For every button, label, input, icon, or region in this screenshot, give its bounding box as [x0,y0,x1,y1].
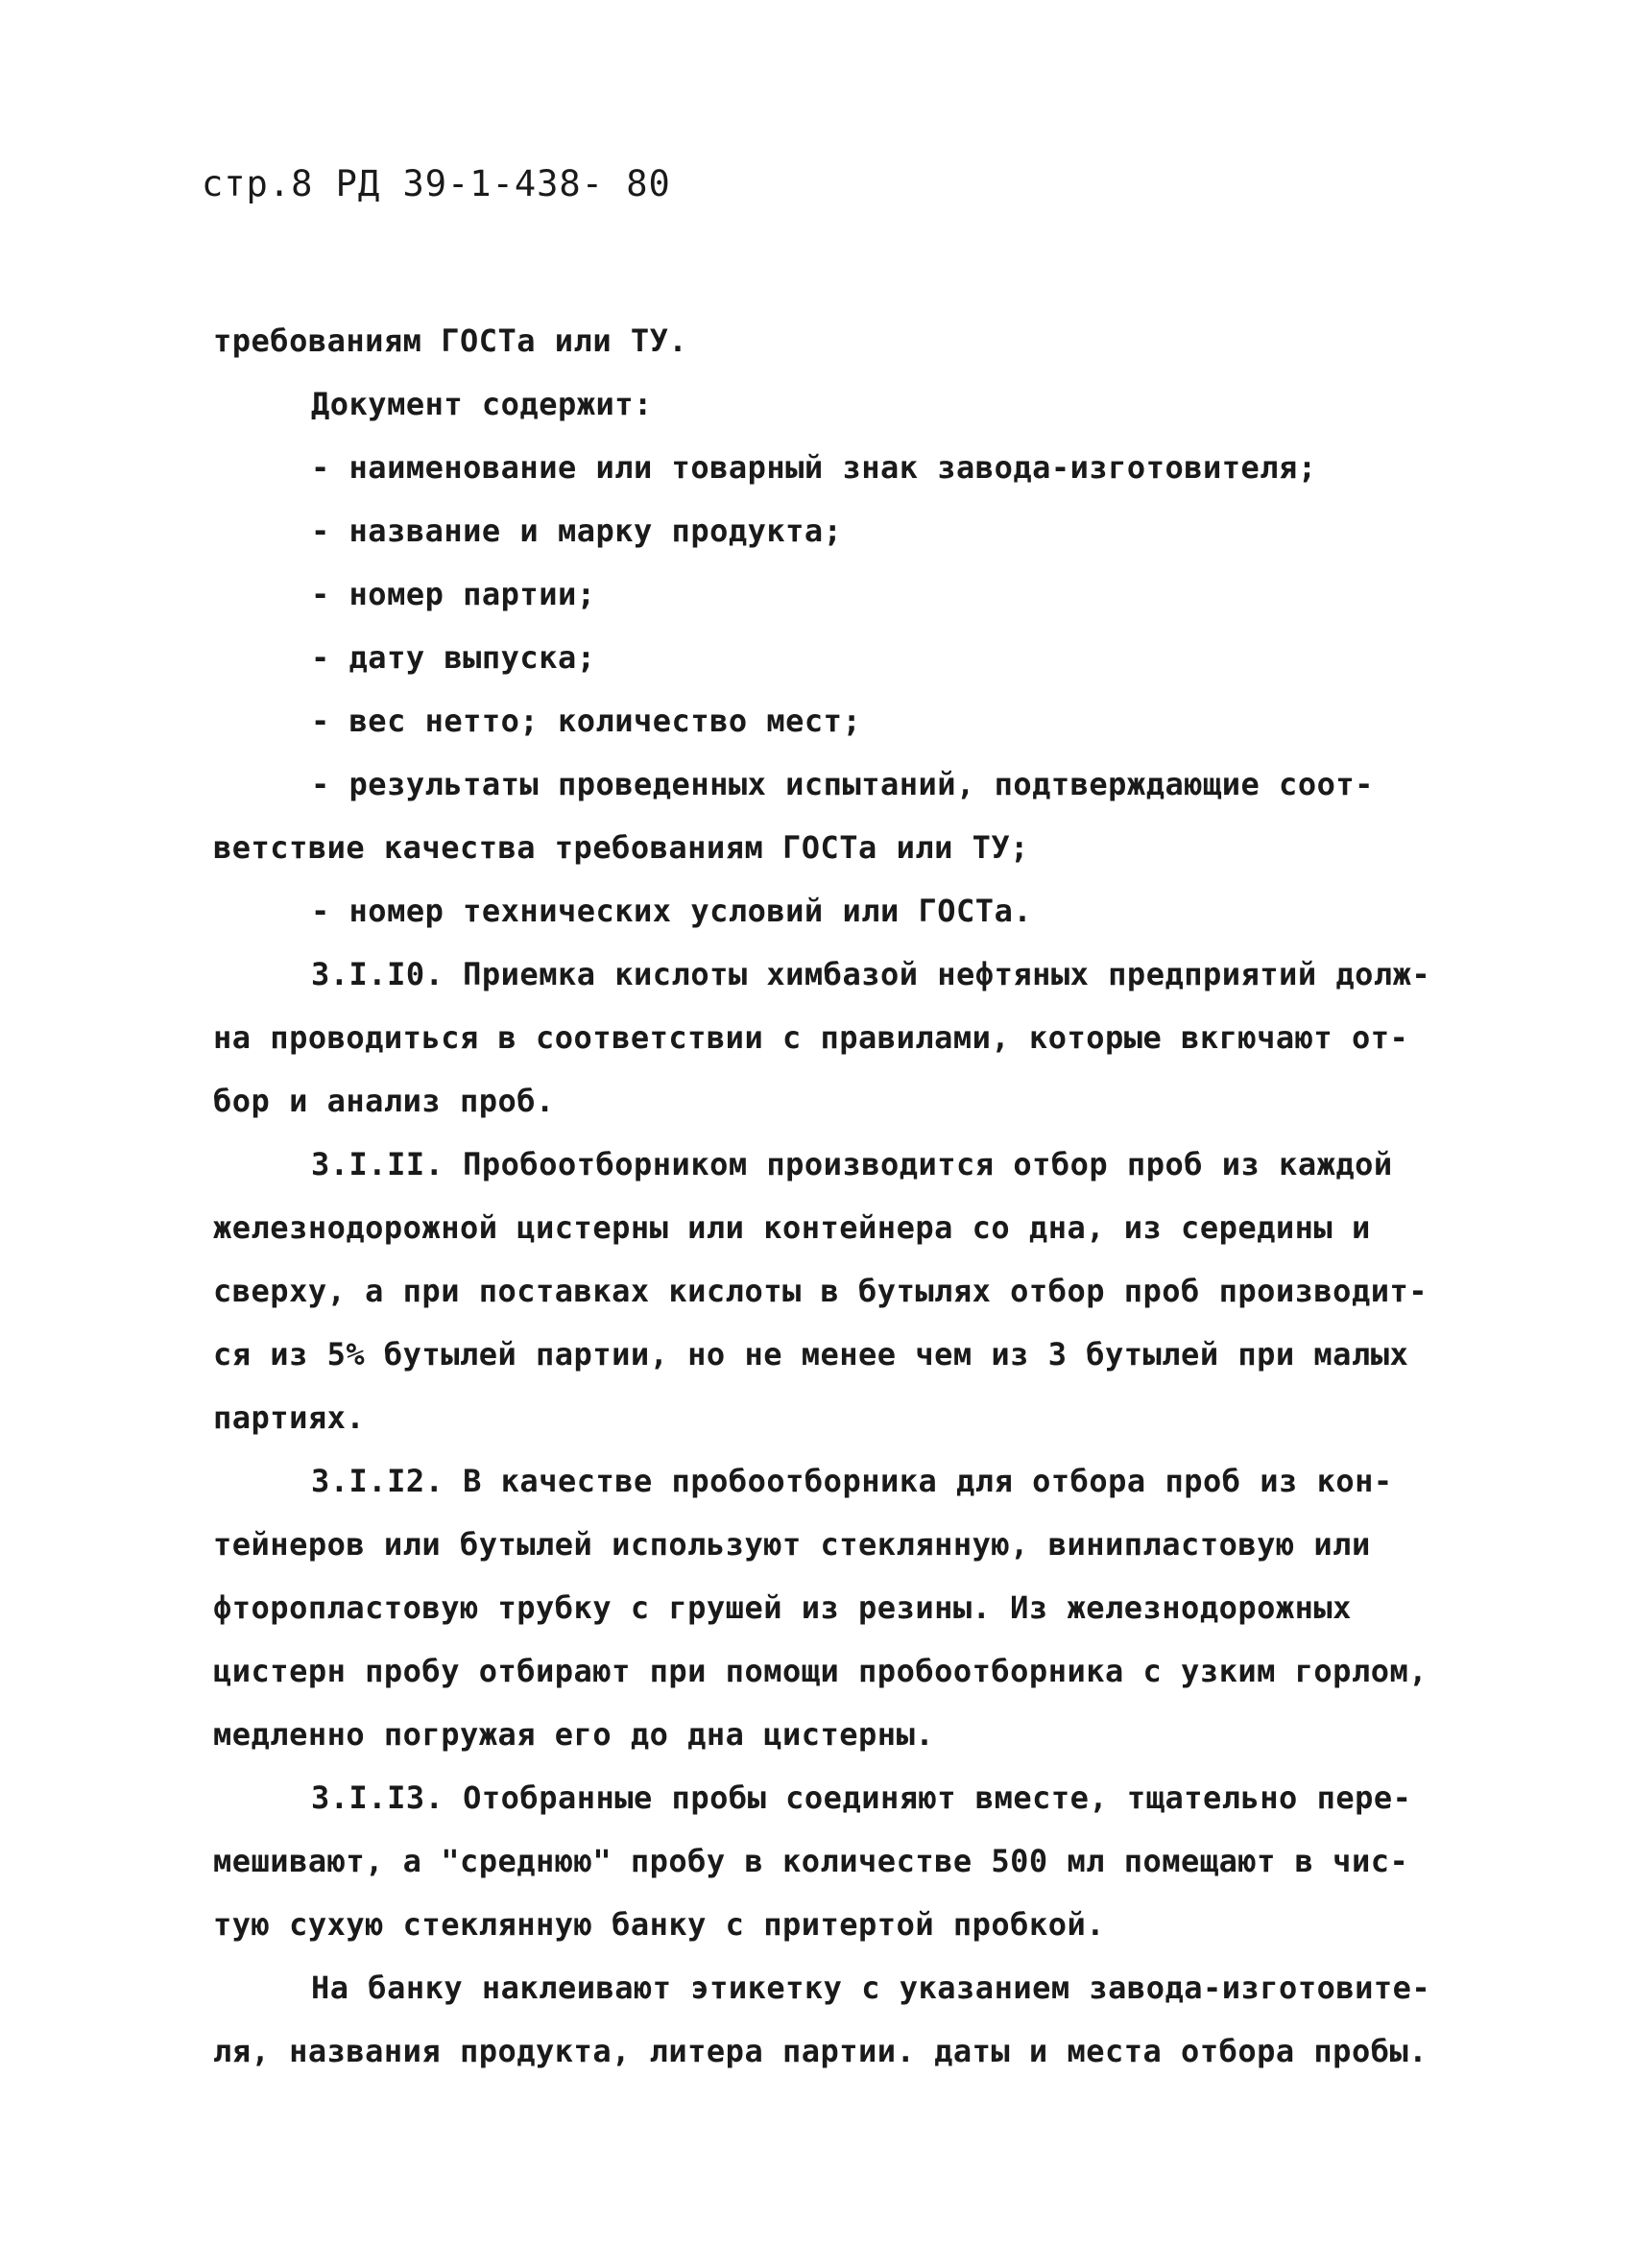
text-line: железнодорожной цистерны или контейнера со дна, из середины и [213,1209,1371,1246]
text-line: На банку наклеивают этикетку с указанием завода-изготовите- [311,1970,1431,2006]
text-line: мешивают, а "среднюю" пробу в количестве 500 мл помещают в чис- [213,1843,1409,1879]
text-line: 3.I.II. Пробоотборником производится отбор проб из каждой [311,1146,1393,1182]
text-line: на проводиться в соответствии с правилами, которые вкгючают от- [213,1019,1409,1056]
list-item: - название и марку продукта; [311,513,843,549]
text-line: медленно погружая его до дна цистерны. [213,1716,935,1753]
text-line: сверху, а при поставках кислоты в бутылях отбор проб производит- [213,1273,1428,1309]
list-item: - номер партии; [311,576,596,612]
list-item: - вес нетто; количество мест; [311,703,862,739]
list-item: - дату выпуска; [311,639,596,676]
text-line: ся из 5% бутылей партии, но не менее чем из 3 бутылей при малых [213,1336,1409,1373]
text-line: тую сухую стеклянную банку с притертой пробкой. [213,1906,1105,1943]
text-line: бор и анализ проб. [213,1083,555,1119]
list-item: - номер технических условий или ГОСТа. [311,893,1033,929]
text-line: 3.I.I0. Приемка кислоты химбазой нефтяных предприятий долж- [311,956,1431,992]
list-item: - наименование или товарный знак завода-изготовителя; [311,449,1317,486]
text-line: партиях. [213,1399,366,1436]
text-line: ветствие качества требованиям ГОСТа или ТУ; [213,829,1029,866]
text-line: Документ содержит: [311,386,653,422]
text-line: ля, названия продукта, литера партии. даты и места отбора пробы. [213,2033,1428,2069]
text-line: требованиям ГОСТа или ТУ. [213,322,688,359]
text-line: цистерн пробу отбирают при помощи пробоотборника с узким горлом, [213,1653,1428,1689]
text-line: 3.I.I2. В качестве пробоотборника для отбора проб из кон- [311,1463,1393,1499]
text-line: фторопластовую трубку с грушей из резины. Из железнодорожных [213,1589,1352,1626]
text-line: 3.I.I3. Отобранные пробы соединяют вместе, тщательно пере- [311,1779,1412,1816]
text-line: тейнеров или бутылей используют стеклянную, винипластовую или [213,1526,1371,1563]
document-body [213,309,1461,2083]
page-header: стр.8 РД 39-1-438- 80 [202,163,671,204]
list-item: - результаты проведенных испытаний, подтверждающие соот- [311,766,1374,802]
